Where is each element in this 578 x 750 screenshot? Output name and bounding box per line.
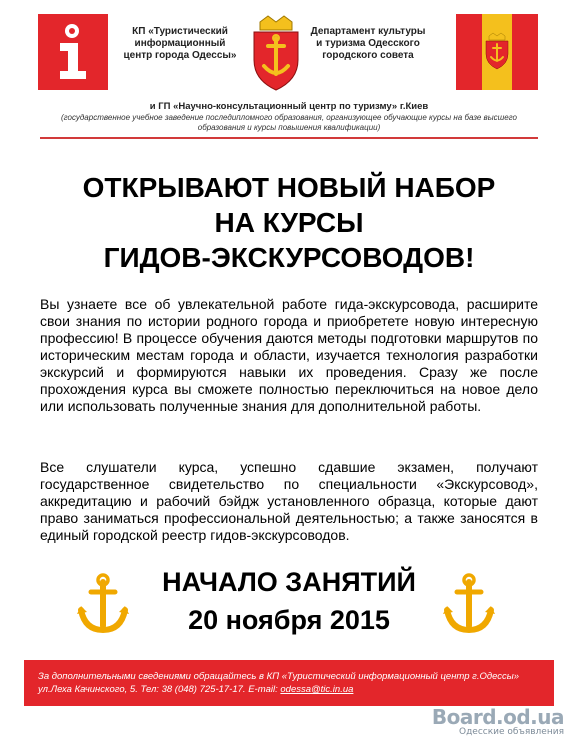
partner-title: и ГП «Научно-консультационный центр по туризму» г.Киев bbox=[149, 101, 429, 112]
contact-footer bbox=[24, 660, 554, 706]
flag-stripe-red-right bbox=[512, 14, 538, 90]
header-divider bbox=[40, 137, 538, 139]
announcement-title bbox=[0, 170, 578, 275]
odessa-coat-of-arms-icon bbox=[248, 14, 304, 92]
info-logo bbox=[38, 14, 108, 90]
flag-stripe-red-left bbox=[456, 14, 482, 90]
odessa-flag bbox=[456, 14, 538, 90]
watermark-site: Board.od.ua bbox=[431, 705, 564, 729]
anchor-icon bbox=[441, 572, 497, 636]
watermark bbox=[432, 705, 564, 737]
start-label: НАЧАЛО ЗАНЯТИЙ bbox=[162, 567, 416, 597]
title-line-2: НА КУРСЫ bbox=[214, 207, 364, 238]
watermark-tagline: Одесские объявления bbox=[459, 727, 564, 737]
partner-subtitle: (государственное учебное заведение последипломного образования, организующее обучающие курсы на базе высшего образования и курсы повышения квалификации) bbox=[61, 113, 517, 132]
info-icon bbox=[50, 21, 96, 83]
certificate-paragraph: Все слушатели курса, успешно сдавшие экзамен, получают государственное свидетельство по специальности «Экскурсовод», аккредитацию и рабочий бэйдж установленного образца, которые дают право заниматься профессиональной деятельностью; а также заносятся в единый городской реестр гидов-экскурсоводов. bbox=[40, 459, 538, 543]
start-date: 20 ноября 2015 bbox=[188, 605, 390, 635]
org-right-name: Департамент культуры и туризма Одесского городского совета bbox=[310, 26, 426, 61]
header bbox=[0, 0, 578, 96]
title-line-3: ГИДОВ-ЭКСКУРСОВОДОВ! bbox=[103, 242, 475, 273]
org-left-name: КП «Туристический информационный центр города Одессы» bbox=[123, 26, 237, 61]
course-description-paragraph: Вы узнаете все об увлекательной работе гида-экскурсовода, расширите свои знания по истории родного города и приобретете новую интересную профессию! В процессе обучения даются методы подготовки маршрутов по историческим местам города и области, изучается технология разработки экскурсий и формируются навыки их проведения. Сразу же после прохождения курса вы сможете полностью переключиться на новое дело или использовать полученные знания для дополнительной работы. bbox=[40, 296, 538, 414]
title-line-1: ОТКРЫВАЮТ НОВЫЙ НАБОР bbox=[82, 172, 496, 203]
flag-coat-of-arms-icon bbox=[484, 32, 510, 70]
footer-contact-text: За дополнительными сведениями обращайтесь в КП «Туристический информационный центр г.Одессы» ул.Леха Качинского, 5. Тел: 38 (048) 725-17-17. E-mail: bbox=[38, 671, 520, 695]
footer-email-link[interactable]: odessa@tic.in.ua bbox=[280, 684, 354, 695]
